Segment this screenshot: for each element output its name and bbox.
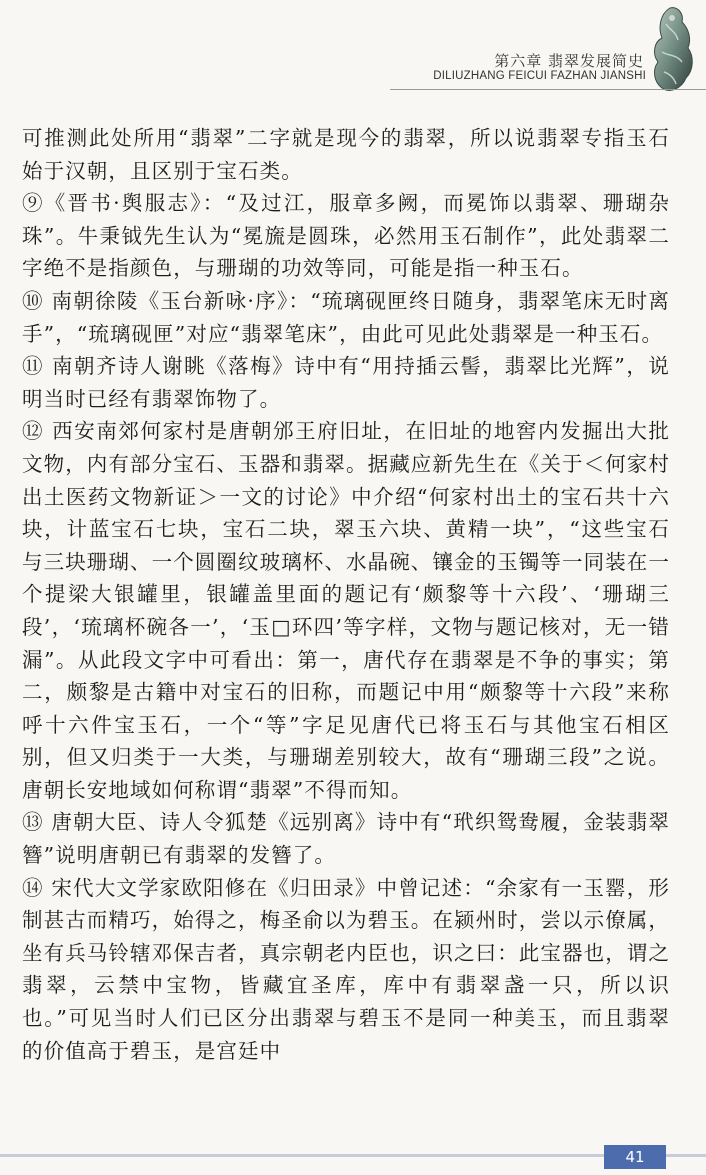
- note-10: ⑩ 南朝徐陵《玉台新咏·序》：“琉璃砚匣终日随身，翡翠笔床无时离手”，“琉璃砚匣”对应“翡翠笔床”，由此可见此处翡翠是一种玉石。: [22, 288, 670, 346]
- page-number: 41: [604, 1145, 666, 1169]
- jade-carving-icon: [648, 4, 698, 96]
- note-9: ⑨《晋书·舆服志》：“及过江，服章多阙，而冕饰以翡翠、珊瑚杂珠”。牛秉钺先生认为“冕旒是圆珠，必然用玉石制作”，此处翡翠二字绝不是指颜色，与珊瑚的功效等同，可能是指一种玉石。: [22, 191, 670, 281]
- page-header: [0, 0, 706, 100]
- paragraph-continuation: 可推测此处所用“翡翠”二字就是现今的翡翠，所以说翡翠专指玉石始于汉朝，且区别于宝石类。: [22, 126, 670, 183]
- chapter-title-cn: 第六章 翡翠发展简史: [494, 52, 644, 70]
- body-text: [22, 122, 670, 1067]
- chapter-title-en: DILIUZHANG FEICUI FAZHAN JIANSHI: [433, 70, 646, 82]
- header-divider: [390, 89, 706, 90]
- note-14: ⑭ 宋代大文学家欧阳修在《归田录》中曾记述：“余家有一玉罂，形制甚古而精巧，始得之，梅圣俞以为碧玉。在颍州时，尝以示僚属，坐有兵马铃辖邓保吉者，真宗朝老内臣也，识之曰：此宝器也，谓之翡翠，云禁中宝物，皆藏宜圣库，库中有翡翠盏一只，所以识也。”可见当时人们已区分出翡翠与碧玉不是同一种美玉，而且翡翠的价值高于碧玉，是宫廷中: [22, 875, 670, 1063]
- note-12: ⑫ 西安南郊何家村是唐朝邠王府旧址，在旧址的地窖内发掘出大批文物，内有部分宝石、玉器和翡翠。据藏应新先生在《关于＜何家村出土医药文物新证＞一文的讨论》中介绍“何家村出土的宝石共十六块，计蓝宝石七块，宝石二块，翠玉六块、黄精一块”，“这些宝石与三块珊瑚、一个圆圈纹玻璃杯、水晶碗、镶金的玉镯等一同装在一个提梁大银罐里，银罐盖里面的题记有‘颇黎等十六段’、‘珊瑚三段’，‘琉璃杯碗各一’，‘玉□环四’等字样，文物与题记核对，无一错漏”。从此段文字中可看出：第一，唐代存在翡翠是不争的事实；第二，颇黎是古籍中对宝石的旧称，而题记中用“颇黎等十六段”来称呼十六件宝玉石，一个“等”字足见唐代已将玉石与其他宝石相区别，但又归类于一大类，与珊瑚差别较大，故有“珊瑚三段”之说。唐朝长安地域如何称谓“翡翠”不得而知。: [22, 419, 670, 802]
- note-11: ⑪ 南朝齐诗人谢眺《落梅》诗中有“用持插云髻，翡翠比光辉”，说明当时已经有翡翠饰物了。: [22, 354, 670, 411]
- note-13: ⑬ 唐朝大臣、诗人令狐楚《远别离》诗中有“玳织鸳鸯履，金装翡翠簪”说明唐朝已有翡翠的发簪了。: [22, 810, 670, 868]
- footer-bar: [0, 1154, 706, 1157]
